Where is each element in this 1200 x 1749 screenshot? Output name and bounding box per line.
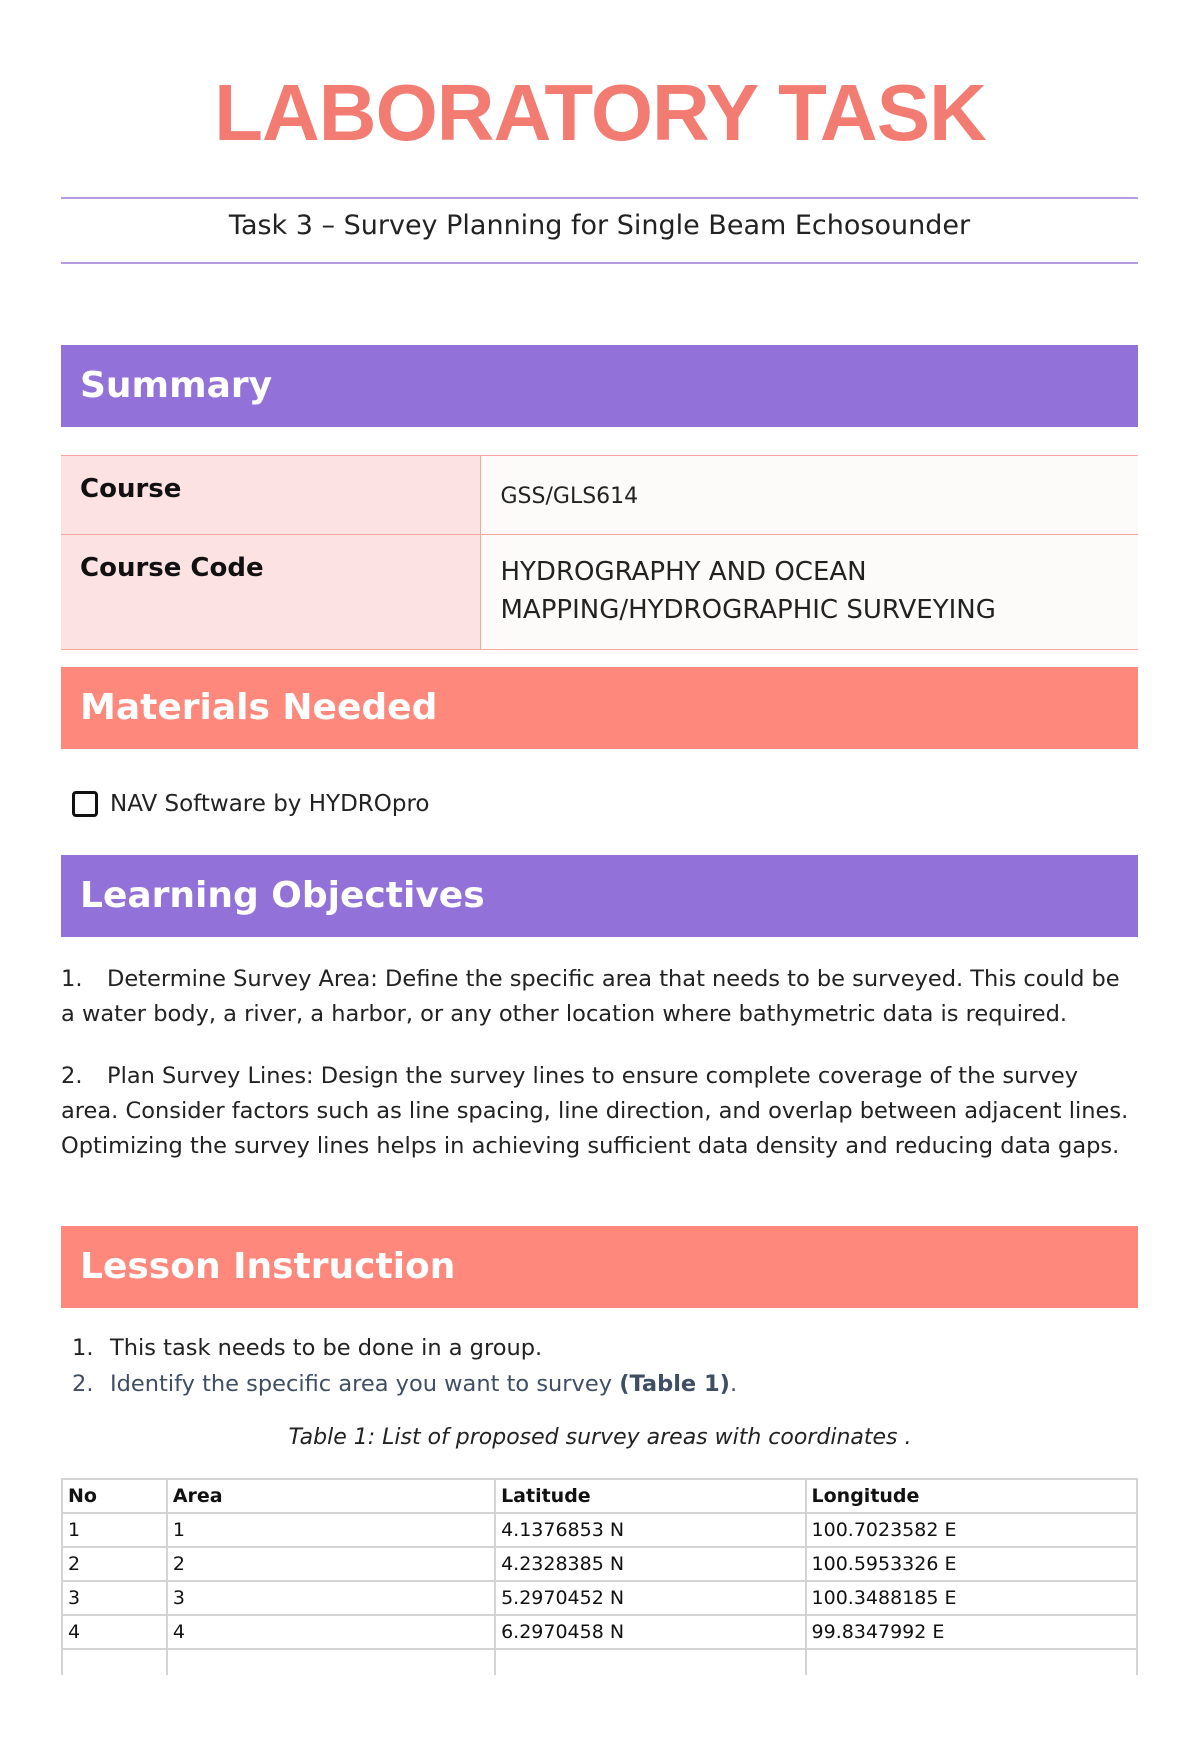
summary-row-course <box>61 456 1138 535</box>
table-cell: 100.7023582 E <box>806 1513 1137 1547</box>
title-bottom-rule <box>61 262 1138 264</box>
table-cell: 1 <box>62 1513 167 1547</box>
instruction-list <box>72 1330 737 1402</box>
summary-label: Course <box>61 456 480 535</box>
instruction-text: This task needs to be done in a group. <box>110 1335 543 1361</box>
survey-areas-table <box>61 1478 1138 1675</box>
objective-number: 2. <box>61 1063 83 1089</box>
instruction-text: Identify the specific area you want to survey <box>110 1371 620 1397</box>
table-row <box>62 1615 1137 1649</box>
summary-heading: Summary <box>61 345 1138 427</box>
table-cell: 100.5953326 E <box>806 1547 1137 1581</box>
objective-text: Determine Survey Area: Define the specific area that needs to be surveyed. This could be a water body, a river, a harbor, or any other location where bathymetric data is required. <box>61 966 1120 1027</box>
table-cell: 3 <box>167 1581 495 1615</box>
objective-item <box>61 962 1138 1032</box>
table-cell <box>495 1649 805 1675</box>
table-cell: 4 <box>167 1615 495 1649</box>
instruction-heading: Lesson Instruction <box>61 1226 1138 1308</box>
materials-heading: Materials Needed <box>61 667 1138 749</box>
table-cell <box>806 1649 1137 1675</box>
table-cell: 4.2328385 N <box>495 1547 805 1581</box>
column-header: Latitude <box>495 1479 805 1513</box>
column-header: Longitude <box>806 1479 1137 1513</box>
instruction-item <box>72 1330 737 1366</box>
instruction-number: 2. <box>72 1371 94 1397</box>
table-cell <box>62 1649 167 1675</box>
table-reference: (Table 1) <box>619 1371 730 1397</box>
column-header: No <box>62 1479 167 1513</box>
objective-item <box>61 1059 1138 1164</box>
instruction-item <box>72 1366 737 1402</box>
summary-value: GSS/GLS614 <box>480 456 1138 535</box>
materials-item <box>72 786 430 822</box>
objective-number: 1. <box>61 966 83 992</box>
materials-item-label: NAV Software by HYDROpro <box>110 791 430 817</box>
instruction-text-end: . <box>729 1371 738 1397</box>
objectives-heading: Learning Objectives <box>61 855 1138 937</box>
summary-table <box>61 455 1138 650</box>
table-row <box>62 1547 1137 1581</box>
instruction-number: 1. <box>72 1335 94 1361</box>
objective-text: Plan Survey Lines: Design the survey lines to ensure complete coverage of the survey area. Consider factors such as line spacing, line direction, and overlap between adjacent lines. Optimizing the survey lines helps in achieving sufficient data density and reducing data gaps. <box>61 1063 1129 1159</box>
summary-value: HYDROGRAPHY AND OCEAN MAPPING/HYDROGRAPHIC SURVEYING <box>480 535 1138 650</box>
table-row <box>62 1513 1137 1547</box>
table-cell: 4 <box>62 1615 167 1649</box>
table-cell: 100.3488185 E <box>806 1581 1137 1615</box>
table-cell: 4.1376853 N <box>495 1513 805 1547</box>
table-row <box>62 1581 1137 1615</box>
document-title: LABORATORY TASK <box>214 68 986 157</box>
table-cell: 3 <box>62 1581 167 1615</box>
checkbox-icon[interactable] <box>72 791 98 817</box>
summary-row-course-code <box>61 535 1138 650</box>
table-cell <box>167 1649 495 1675</box>
table-cell: 2 <box>62 1547 167 1581</box>
column-header: Area <box>167 1479 495 1513</box>
task-subtitle: Task 3 – Survey Planning for Single Beam Echosounder <box>228 210 971 241</box>
table-caption: Table 1: List of proposed survey areas with coordinates . <box>288 1425 912 1450</box>
table-cell: 6.2970458 N <box>495 1615 805 1649</box>
table-row-empty <box>62 1649 1137 1675</box>
table-header-row <box>62 1479 1137 1513</box>
table-cell: 5.2970452 N <box>495 1581 805 1615</box>
summary-label: Course Code <box>61 535 480 650</box>
table-cell: 99.8347992 E <box>806 1615 1137 1649</box>
title-top-rule <box>61 197 1138 199</box>
table-cell: 2 <box>167 1547 495 1581</box>
table-cell: 1 <box>167 1513 495 1547</box>
